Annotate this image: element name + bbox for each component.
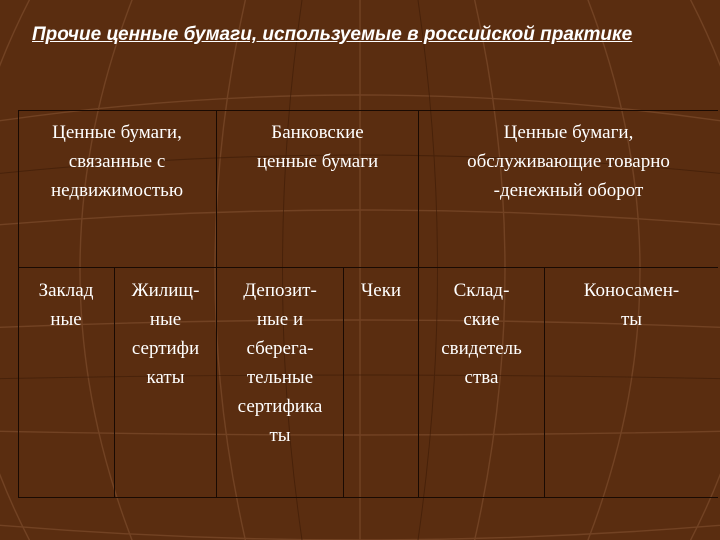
cell-line: Чеки [360, 280, 402, 301]
cell-line: Коносамен- [583, 280, 680, 301]
table-border-bottom [18, 497, 718, 498]
cell-line: каты [146, 367, 185, 388]
cell-cheques [344, 276, 418, 305]
cell-line: тельные [246, 367, 314, 388]
cell-deposit-certificates [217, 276, 343, 450]
cell-line: ства [464, 367, 499, 388]
slide-title: Прочие ценные бумаги, используемые в российской практике [32, 24, 633, 45]
cell-line: Заклад [38, 280, 94, 301]
cell-warehouse-receipts [419, 276, 544, 392]
header-line: Ценные бумаги, [503, 122, 634, 143]
cell-line: ты [620, 309, 643, 330]
cell-line: сертифи [131, 338, 200, 359]
table-row-divider [18, 267, 718, 268]
cell-line: сберега- [246, 338, 314, 359]
header-line: связанные с [68, 151, 166, 172]
header-bank-securities [217, 118, 418, 176]
header-line: ценные бумаги [256, 151, 379, 172]
cell-line: ты [269, 425, 291, 446]
cell-line: ные [149, 309, 182, 330]
header-line: недвижимостью [50, 180, 184, 201]
cell-line: ные и [256, 309, 304, 330]
cell-housing-certificates [115, 276, 216, 392]
header-line: Банковские [271, 122, 364, 143]
header-line: Ценные бумаги, [52, 122, 182, 143]
cell-line: ские [463, 309, 500, 330]
cell-bills-of-lading [545, 276, 718, 334]
cell-line: ные [50, 309, 82, 330]
table-border-top [18, 110, 718, 111]
cell-line: Депозит- [243, 280, 317, 301]
cell-line: Жилищ- [131, 280, 200, 301]
header-trade-turnover [419, 118, 718, 205]
cell-line: свидетель [441, 338, 522, 359]
header-line: обслуживающие товарно [467, 151, 670, 172]
cell-line: Склад- [453, 280, 510, 301]
securities-table [18, 110, 718, 498]
cell-line: сертифика [237, 396, 323, 417]
header-line: -денежный оборот [493, 180, 644, 201]
cell-mortgages [18, 276, 114, 334]
header-real-estate [18, 118, 216, 205]
